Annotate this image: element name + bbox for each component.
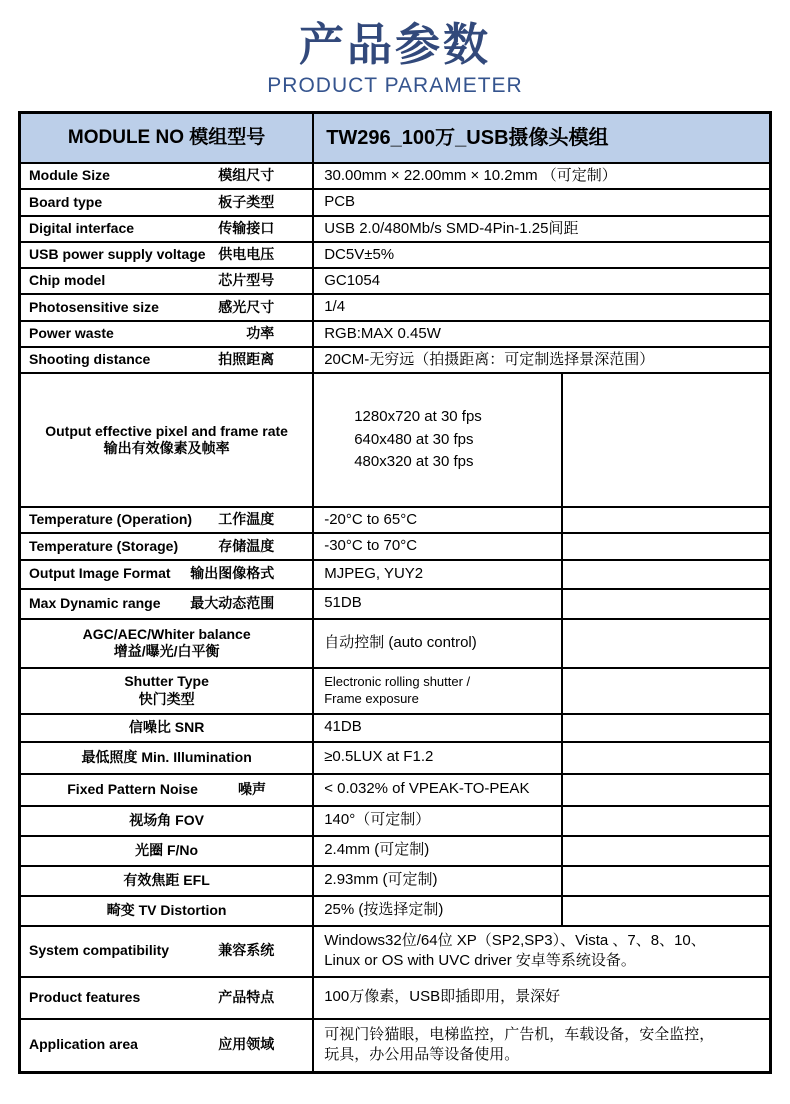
param-label-cell bbox=[21, 561, 314, 588]
param-value-cell bbox=[314, 715, 561, 741]
param-label-en: USB power supply voltage bbox=[29, 246, 206, 263]
param-value-cell bbox=[314, 743, 561, 773]
empty-cell bbox=[561, 534, 769, 558]
table-row-shooting-distance bbox=[21, 346, 769, 372]
param-value-cell bbox=[314, 897, 561, 925]
param-label-en: AGC/AEC/Whiter balance bbox=[82, 625, 251, 642]
param-label-zh: 噪声 bbox=[237, 780, 266, 797]
param-label-zh: 输出图像格式 bbox=[190, 565, 275, 582]
param-value-line: Electronic rolling shutter / bbox=[324, 673, 471, 689]
param-value-line: 480x320 at 30 fps bbox=[354, 453, 474, 471]
page-title: 产品参数 bbox=[298, 19, 491, 70]
param-label-cell bbox=[21, 807, 314, 835]
param-label-zh: 产品特点 bbox=[218, 988, 275, 1005]
param-value: 30.00mm × 22.00mm × 10.2mm （可定制） bbox=[324, 167, 617, 184]
param-label: 最低照度 Min. Illumination bbox=[81, 748, 252, 765]
table-row-agc-aec-white-balance bbox=[21, 618, 769, 667]
param-label-en: Board type bbox=[29, 193, 103, 210]
param-label-zh: 芯片型号 bbox=[218, 272, 275, 289]
param-label: 畸变 TV Distortion bbox=[106, 901, 227, 918]
param-value-line: Windows32位/64位 XP（SP2,SP3）、Vista 、7、8、10、 bbox=[324, 931, 706, 949]
param-value: 自动控制 (auto control) bbox=[324, 633, 477, 651]
param-value-cell bbox=[314, 669, 561, 713]
param-value-line: Frame exposure bbox=[324, 690, 419, 706]
param-label-cell bbox=[21, 190, 314, 214]
empty-cell bbox=[561, 743, 769, 773]
param-label-cell bbox=[21, 867, 314, 895]
param-label-cell bbox=[21, 927, 314, 976]
param-value: < 0.032% of VPEAK-TO-PEAK bbox=[324, 780, 530, 798]
param-value-cell bbox=[314, 243, 769, 267]
param-label-cell bbox=[21, 322, 314, 346]
empty-cell bbox=[561, 669, 769, 713]
table-row-fov bbox=[21, 805, 769, 835]
param-label-zh: 存储温度 bbox=[218, 537, 275, 554]
param-value: 2.93mm (可定制) bbox=[324, 871, 438, 889]
param-value: RGB:MAX 0.45W bbox=[324, 324, 441, 342]
param-label-en: Temperature (Operation) bbox=[29, 511, 193, 528]
empty-cell bbox=[561, 807, 769, 835]
param-value: -20°C to 65°C bbox=[324, 511, 418, 528]
param-value: 100万像素，USB即插即用，景深好 bbox=[324, 988, 561, 1006]
table-header-row bbox=[21, 114, 769, 162]
param-value-cell bbox=[314, 837, 561, 865]
param-label-zh: 快门类型 bbox=[138, 690, 195, 707]
empty-cell bbox=[561, 374, 769, 506]
empty-cell bbox=[561, 775, 769, 805]
table-row-board-type bbox=[21, 188, 769, 214]
param-label-en: Power waste bbox=[29, 324, 114, 341]
param-value-cell bbox=[314, 1020, 769, 1071]
param-label-zh: 感光尺寸 bbox=[218, 298, 275, 315]
param-value-cell bbox=[314, 927, 769, 976]
param-label-en: System compatibility bbox=[29, 942, 170, 959]
param-value: DC5V±5% bbox=[324, 245, 395, 263]
param-value: ≥0.5LUX at F1.2 bbox=[324, 748, 434, 766]
page-subtitle: PRODUCT PARAMETER bbox=[267, 74, 523, 97]
table-row-module-size bbox=[21, 162, 769, 188]
param-label-zh: 供电电压 bbox=[218, 246, 275, 263]
param-value-cell bbox=[314, 978, 769, 1018]
param-label-zh: 板子类型 bbox=[218, 193, 275, 210]
param-label-en: Module Size bbox=[29, 167, 110, 184]
param-value-cell bbox=[314, 348, 769, 372]
empty-cell bbox=[561, 867, 769, 895]
param-label: 有效焦距 EFL bbox=[123, 871, 210, 888]
param-label-zh: 工作温度 bbox=[218, 511, 275, 528]
param-label-cell bbox=[21, 715, 314, 741]
table-row-shutter-type bbox=[21, 667, 769, 713]
param-label-cell bbox=[21, 374, 314, 506]
header-module-name: TW296_100万_USB摄像头模组 bbox=[326, 126, 609, 149]
param-label-cell bbox=[21, 978, 314, 1018]
param-label: 光圈 F/No bbox=[135, 841, 199, 858]
param-label-en: Output Image Format bbox=[29, 565, 171, 582]
param-label-cell bbox=[21, 164, 314, 188]
param-value-line: 1280x720 at 30 fps bbox=[354, 408, 482, 426]
table-row-fixed-pattern-noise bbox=[21, 773, 769, 805]
param-label-cell bbox=[21, 348, 314, 372]
table-row-f-no bbox=[21, 835, 769, 865]
param-value-cell bbox=[314, 217, 769, 241]
empty-cell bbox=[561, 837, 769, 865]
empty-cell bbox=[561, 715, 769, 741]
param-label-cell bbox=[21, 508, 314, 532]
param-label: 视场角 FOV bbox=[129, 811, 204, 828]
param-value-cell bbox=[314, 164, 769, 188]
empty-cell bbox=[561, 590, 769, 618]
param-value-cell bbox=[314, 374, 561, 506]
param-label-zh: 应用领域 bbox=[218, 1036, 275, 1053]
table-row-digital-interface bbox=[21, 215, 769, 241]
table-row-efl bbox=[21, 865, 769, 895]
param-label-cell bbox=[21, 897, 314, 925]
table-row-min-illumination bbox=[21, 741, 769, 773]
param-label-en: Digital interface bbox=[29, 219, 135, 236]
param-label-cell bbox=[21, 775, 314, 805]
param-label-cell bbox=[21, 1020, 314, 1071]
param-value-cell bbox=[314, 775, 561, 805]
empty-cell bbox=[561, 508, 769, 532]
table-row-snr bbox=[21, 713, 769, 741]
param-value-line: 640x480 at 30 fps bbox=[354, 430, 474, 448]
param-value-cell bbox=[314, 590, 561, 618]
param-value: 1/4 bbox=[324, 298, 346, 316]
param-label-en: Application area bbox=[29, 1036, 138, 1053]
param-value: 25% (按选择定制) bbox=[324, 901, 444, 919]
empty-cell bbox=[561, 897, 769, 925]
param-value-cell bbox=[314, 867, 561, 895]
param-label-en: Output effective pixel and frame rate bbox=[45, 422, 288, 439]
param-label-cell bbox=[21, 837, 314, 865]
param-value-cell bbox=[314, 561, 561, 588]
param-value: MJPEG, YUY2 bbox=[324, 564, 424, 582]
page-header bbox=[0, 0, 790, 98]
param-label-en: Chip model bbox=[29, 272, 106, 289]
param-label-zh: 输出有效像素及帧率 bbox=[103, 440, 230, 456]
empty-cell bbox=[561, 561, 769, 588]
param-label-cell bbox=[21, 534, 314, 558]
table-row-temperature-storage bbox=[21, 532, 769, 558]
param-value-cell bbox=[314, 534, 561, 558]
header-module-name-cell bbox=[314, 114, 769, 162]
table-row-temperature-operation bbox=[21, 506, 769, 532]
table-row-max-dynamic-range bbox=[21, 588, 769, 618]
table-row-power-waste bbox=[21, 320, 769, 346]
param-label-en: Temperature (Storage) bbox=[29, 537, 179, 554]
param-value: 41DB bbox=[324, 718, 362, 736]
param-value: -30°C to 70°C bbox=[324, 537, 418, 555]
param-value: 2.4mm (可定制) bbox=[324, 841, 430, 859]
param-value-cell bbox=[314, 508, 561, 532]
table-row-usb-power bbox=[21, 241, 769, 267]
param-label-zh: 增益/曝光/白平衡 bbox=[113, 643, 220, 659]
table-row-output-pixel-framerate bbox=[21, 372, 769, 506]
param-value: 51DB bbox=[324, 594, 362, 612]
param-value-cell bbox=[314, 322, 769, 346]
param-label-cell bbox=[21, 669, 314, 713]
param-label: 信噪比 SNR bbox=[128, 718, 205, 735]
param-value: 20CM-无穷远（拍摄距离：可定制选择景深范围） bbox=[324, 350, 655, 368]
param-label-cell bbox=[21, 295, 314, 319]
param-value: PCB bbox=[324, 193, 356, 211]
param-value-cell bbox=[314, 807, 561, 835]
empty-cell bbox=[561, 620, 769, 667]
table-row-product-features bbox=[21, 976, 769, 1018]
param-label-en: Fixed Pattern Noise bbox=[67, 780, 198, 797]
header-module-no-label: MODULE NO 模组型号 bbox=[67, 127, 266, 149]
param-label-cell bbox=[21, 743, 314, 773]
table-row-output-image-format bbox=[21, 559, 769, 588]
param-label-zh: 模组尺寸 bbox=[218, 167, 275, 184]
param-value-cell bbox=[314, 190, 769, 214]
param-value-cell bbox=[314, 269, 769, 293]
param-label-cell bbox=[21, 590, 314, 618]
param-label-zh: 功率 bbox=[246, 324, 275, 341]
header-module-no-cell bbox=[21, 114, 314, 162]
param-value: 140°（可定制） bbox=[324, 811, 431, 829]
param-label-zh: 拍照距离 bbox=[218, 351, 275, 368]
param-label-cell bbox=[21, 620, 314, 667]
param-label-en: Shooting distance bbox=[29, 351, 151, 368]
param-value-line: 可视门铃猫眼，电梯监控，广告机，车载设备，安全监控， bbox=[324, 1025, 715, 1043]
param-value-cell bbox=[314, 295, 769, 319]
table-row-chip-model bbox=[21, 267, 769, 293]
table-row-application-area bbox=[21, 1018, 769, 1071]
param-label-en: Shutter Type bbox=[124, 673, 209, 689]
param-label-zh: 最大动态范围 bbox=[190, 594, 275, 611]
param-label-zh: 兼容系统 bbox=[218, 942, 275, 959]
param-value-cell bbox=[314, 620, 561, 667]
param-value: USB 2.0/480Mb/s SMD-4Pin-1.25间距 bbox=[324, 219, 579, 237]
param-label-cell bbox=[21, 243, 314, 267]
param-label-en: Product features bbox=[29, 988, 141, 1005]
table-row-photosensitive-size bbox=[21, 293, 769, 319]
spec-table bbox=[18, 111, 772, 1074]
param-label-cell bbox=[21, 217, 314, 241]
table-row-tv-distortion bbox=[21, 895, 769, 925]
param-label-en: Max Dynamic range bbox=[29, 594, 161, 611]
param-label-en: Photosensitive size bbox=[29, 298, 159, 315]
table-row-system-compatibility bbox=[21, 925, 769, 976]
param-value: GC1054 bbox=[324, 272, 381, 289]
param-value-line: 玩具，办公用品等设备使用。 bbox=[324, 1046, 520, 1063]
param-value-line: Linux or OS with UVC driver 安卓等系统设备。 bbox=[324, 952, 636, 969]
param-label-cell bbox=[21, 269, 314, 293]
param-label-zh: 传输接口 bbox=[218, 219, 275, 236]
